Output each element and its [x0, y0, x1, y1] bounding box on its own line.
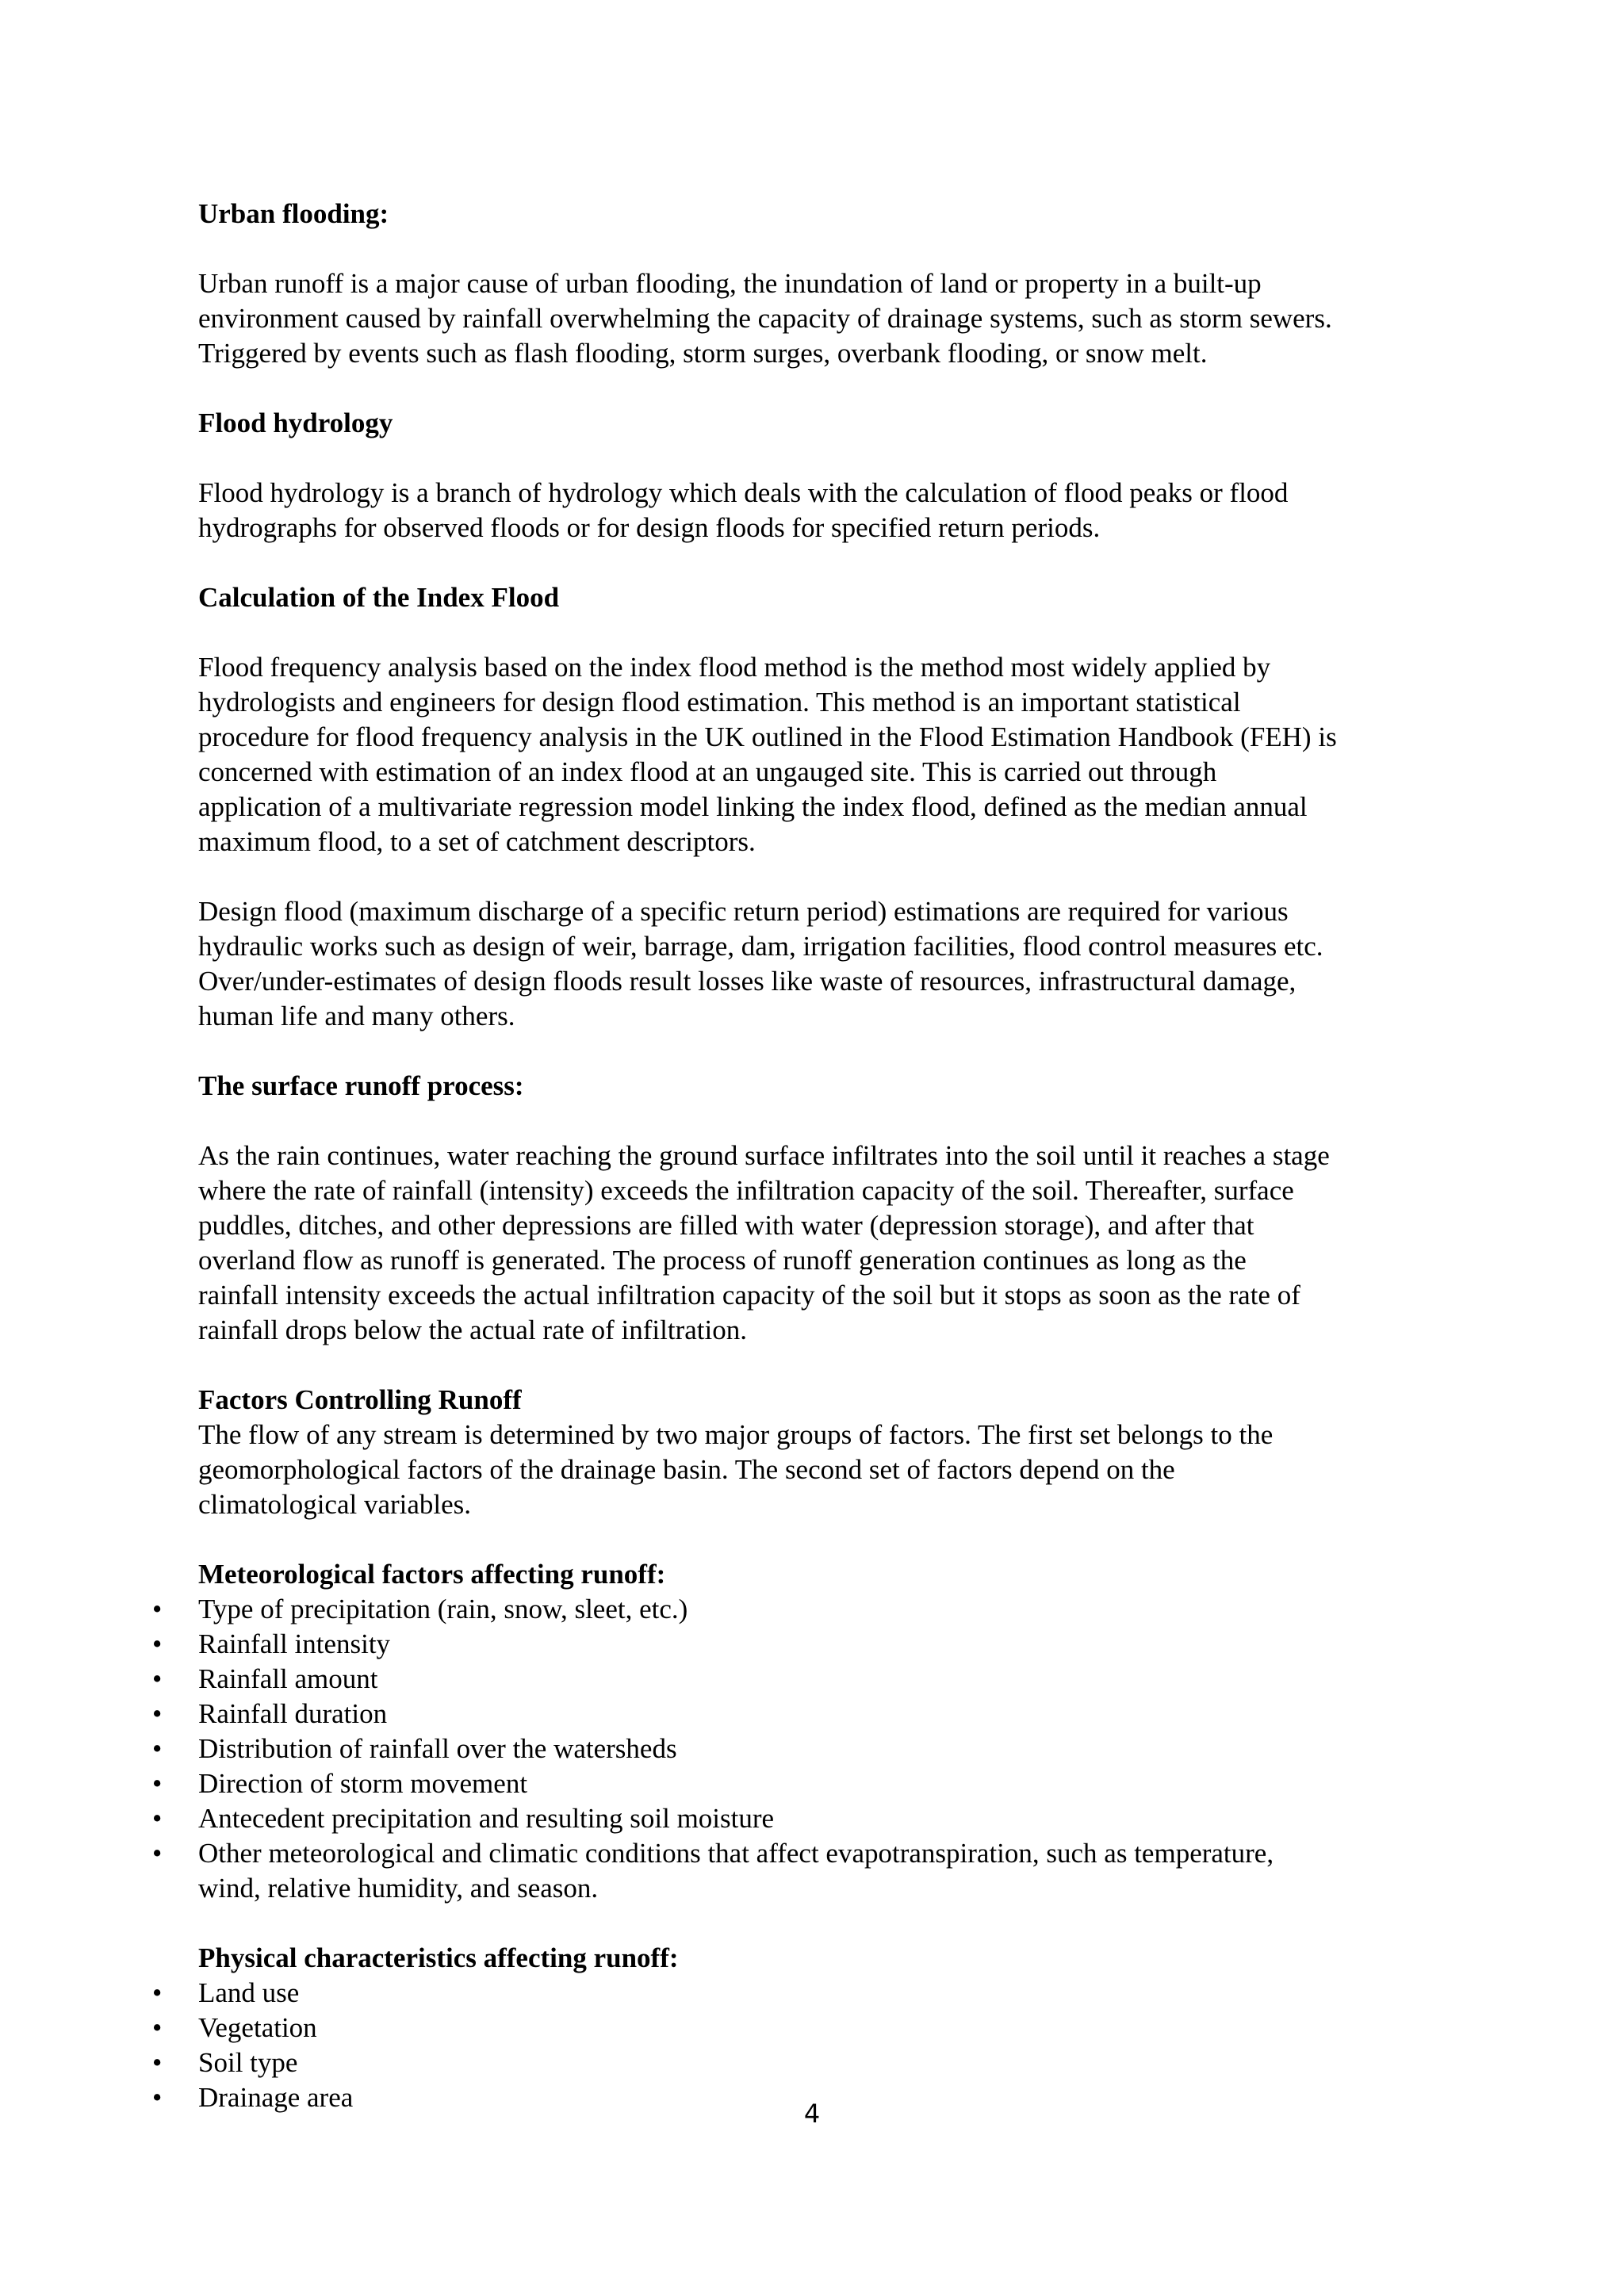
text-line: human life and many others. [198, 1001, 515, 1031]
text-line: Flood frequency analysis based on the index flood method is the method most widely applied by [198, 652, 1271, 683]
text-line: hydraulic works such as design of weir, barrage, dam, irrigation facilities, flood control measures etc. [198, 931, 1323, 962]
list-item-text: Type of precipitation (rain, snow, sleet, etc.) [198, 1594, 688, 1624]
list-item-text: Direction of storm movement [198, 1768, 528, 1799]
heading-index-flood: Calculation of the Index Flood [198, 582, 560, 613]
heading-urban-flooding: Urban flooding: [198, 198, 389, 229]
bullet-icon: • [152, 2012, 163, 2043]
list-item [152, 1662, 1451, 1697]
list-item-text: Land use [198, 1977, 300, 2008]
text-line: hydrologists and engineers for design flood estimation. This method is an important statistical [198, 687, 1241, 718]
list-item [152, 1697, 1451, 1732]
list-item-text: Rainfall duration [198, 1698, 388, 1729]
text-line: geomorphological factors of the drainage basin. The second set of factors depend on the [198, 1454, 1175, 1485]
list-item [152, 1766, 1451, 1801]
list-item [152, 1732, 1451, 1766]
text-line: overland flow as runoff is generated. The process of runoff generation continues as long as the [198, 1245, 1247, 1276]
bullet-icon: • [152, 1838, 163, 1869]
text-line: procedure for flood frequency analysis in the UK outlined in the Flood Estimation Handbook (FEH) is [198, 721, 1337, 752]
text-line: climatological variables. [198, 1489, 472, 1520]
document-page [152, 197, 1451, 2115]
paragraph-urban-flooding [198, 266, 1451, 371]
text-line: rainfall intensity exceeds the actual infiltration capacity of the soil but it stops as soon as the rate of [198, 1280, 1300, 1311]
bullet-icon: • [152, 1768, 163, 1799]
text-line: Urban runoff is a major cause of urban flooding, the inundation of land or property in a built-up [198, 268, 1262, 299]
text-line: Flood hydrology is a branch of hydrology which deals with the calculation of flood peaks or flood [198, 477, 1289, 508]
bullet-icon: • [152, 1663, 163, 1694]
text-line: Triggered by events such as flash flooding, storm surges, overbank flooding, or snow melt. [198, 338, 1208, 369]
bullet-icon: • [152, 1977, 163, 2008]
heading-factors-controlling-runoff: Factors Controlling Runoff [198, 1384, 522, 1415]
list-item [152, 2045, 1451, 2080]
text-line: maximum flood, to a set of catchment descriptors. [198, 826, 756, 857]
paragraph-index-flood-2 [198, 894, 1451, 1034]
text-line: hydrographs for observed floods or for design floods for specified return periods. [198, 512, 1101, 543]
physical-characteristics-list [152, 1976, 1451, 2115]
text-line: Over/under-estimates of design floods result losses like waste of resources, infrastructural damage, [198, 966, 1297, 997]
list-item [152, 1976, 1451, 2011]
list-item-text: Other meteorological and climatic conditions that affect evapotranspiration, such as temperature, [198, 1838, 1274, 1869]
text-line: application of a multivariate regression model linking the index flood, defined as the median annual [198, 791, 1308, 822]
paragraph-surface-runoff [198, 1138, 1451, 1348]
list-item [152, 1627, 1451, 1662]
text-line: concerned with estimation of an index flood at an ungauged site. This is carried out through [198, 756, 1217, 787]
heading-surface-runoff: The surface runoff process: [198, 1070, 524, 1101]
list-item-text: Drainage area [198, 2082, 354, 2113]
list-item-text: Rainfall intensity [198, 1628, 391, 1659]
bullet-icon: • [152, 1628, 163, 1659]
text-line: Design flood (maximum discharge of a specific return period) estimations are required for various [198, 896, 1289, 927]
bullet-icon: • [152, 1594, 163, 1624]
list-item-text: Distribution of rainfall over the watersheds [198, 1733, 677, 1764]
meteorological-factors-list [152, 1592, 1451, 1906]
heading-meteorological-factors: Meteorological factors affecting runoff: [198, 1559, 666, 1590]
paragraph-factors [198, 1418, 1451, 1522]
paragraph-flood-hydrology [198, 476, 1451, 545]
list-item [152, 1592, 1451, 1627]
bullet-icon: • [152, 2082, 163, 2113]
heading-physical-characteristics: Physical characteristics affecting runoff: [198, 1942, 679, 1973]
text-line: puddles, ditches, and other depressions are filled with water (depression storage), and after that [198, 1210, 1254, 1241]
list-item [152, 2011, 1451, 2045]
heading-flood-hydrology: Flood hydrology [198, 408, 393, 438]
list-item-text: Rainfall amount [198, 1663, 378, 1694]
text-line: As the rain continues, water reaching the ground surface infiltrates into the soil until it reaches a stage [198, 1140, 1330, 1171]
paragraph-index-flood-1 [198, 650, 1451, 859]
text-line: The flow of any stream is determined by two major groups of factors. The first set belongs to the [198, 1419, 1274, 1450]
text-line: environment caused by rainfall overwhelming the capacity of drainage systems, such as storm sewers. [198, 303, 1332, 334]
bullet-icon: • [152, 1698, 163, 1729]
text-line: rainfall drops below the actual rate of infiltration. [198, 1314, 747, 1345]
bullet-icon: • [152, 1733, 163, 1764]
bullet-icon: • [152, 2047, 163, 2078]
text-line: where the rate of rainfall (intensity) exceeds the infiltration capacity of the soil. Thereafter, surface [198, 1175, 1294, 1206]
list-item-text: Soil type [198, 2047, 298, 2078]
list-item [152, 1836, 1451, 1906]
list-item-text-continued: wind, relative humidity, and season. [198, 1873, 599, 1904]
page-number: 4 [803, 2099, 821, 2129]
list-item-text: Antecedent precipitation and resulting soil moisture [198, 1803, 775, 1834]
bullet-icon: • [152, 1803, 163, 1834]
list-item [152, 1801, 1451, 1836]
list-item-text: Vegetation [198, 2012, 317, 2043]
